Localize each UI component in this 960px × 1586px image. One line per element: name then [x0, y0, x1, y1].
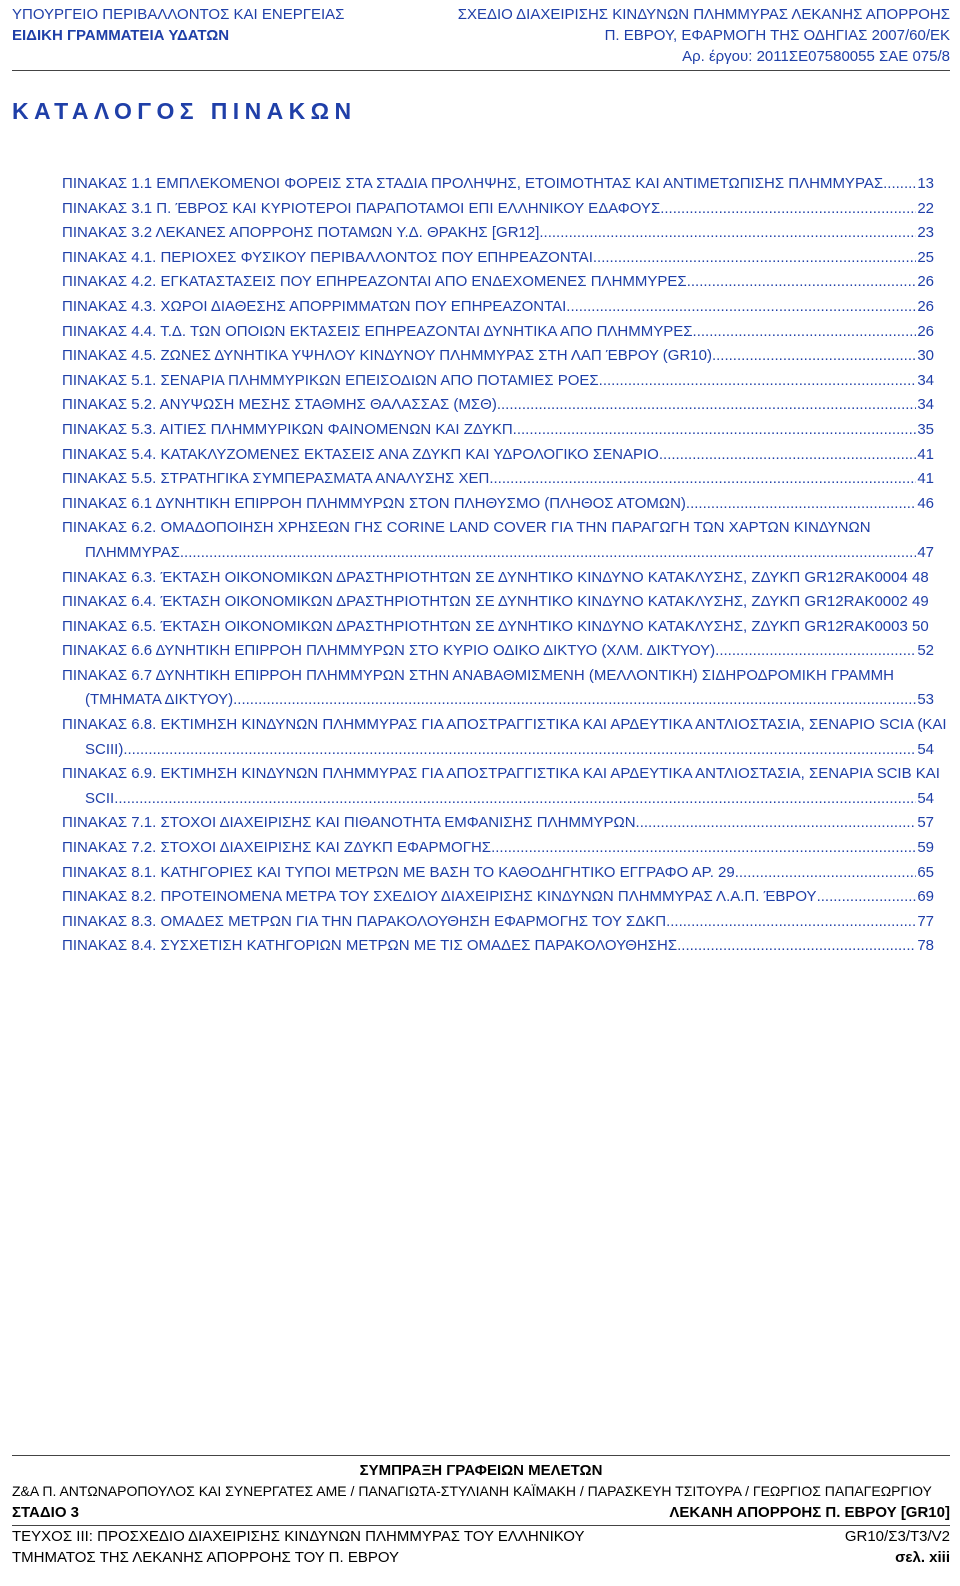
toc-entry-title: ΠΙΝΑΚΑΣ 8.3. ΟΜΑΔΕΣ ΜΕΤΡΩΝ ΓΙΑ ΤΗΝ ΠΑΡΑΚΟΛΟΥΘΗΣΗ ΕΦΑΡΜΟΓΗΣ ΤΟΥ ΣΔΚΠ — [62, 912, 667, 930]
toc-entry-title: ΠΙΝΑΚΑΣ 6.1 ΔΥΝΗΤΙΚΗ ΕΠΙΡΡΟΗ ΠΛΗΜΜΥΡΩΝ ΣΤΟΝ ΠΛΗΘΥΣΜΟ (ΠΛΗΘΟΣ ΑΤΟΜΩΝ) — [62, 494, 686, 512]
toc-entry[interactable] — [62, 467, 934, 492]
toc-entry-title: ΠΙΝΑΚΑΣ 4.3. ΧΩΡΟΙ ΔΙΑΘΕΣΗΣ ΑΠΟΡΡΙΜΜΑΤΩΝ ΠΟΥ ΕΠΗΡΕΑΖΟΝΤΑΙ — [62, 297, 567, 315]
toc-entry[interactable] — [62, 393, 934, 418]
toc-leader — [659, 443, 916, 468]
toc-entry[interactable] — [62, 836, 934, 861]
toc-entry-page: 25 — [917, 248, 934, 266]
toc-entry[interactable] — [62, 492, 934, 517]
toc-entry-title: ΠΙΝΑΚΑΣ 8.2. ΠΡΟΤΕΙΝΟΜΕΝΑ ΜΕΤΡΑ ΤΟΥ ΣΧΕΔΙΟΥ ΔΙΑΧΕΙΡΙΣΗΣ ΚΙΝΔΥΝΩΝ ΠΛΗΜΜΥΡΑΣ Λ.Α.Π. ΈΒΡΟΥ — [62, 888, 817, 906]
toc-leader — [686, 492, 916, 517]
toc-entry-page: 65 — [917, 863, 934, 881]
toc-entry-title: ΠΙΝΑΚΑΣ 6.3. ΈΚΤΑΣΗ ΟΙΚΟΝΟΜΙΚΩΝ ΔΡΑΣΤΗΡΙΟΤΗΤΩΝ ΣΕ ΔΥΝΗΤΙΚΟ ΚΙΝΔΥΝΟ ΚΑΤΑΚΛΥΣΗΣ, ΖΔΥΚΠ GR12RAK0004 48 — [62, 568, 929, 586]
toc-leader — [677, 934, 916, 959]
toc-entry-title: ΠΙΝΑΚΑΣ 4.1. ΠΕΡΙΟΧΕΣ ΦΥΣΙΚΟΥ ΠΕΡΙΒΑΛΛΟΝΤΟΣ ΠΟΥ ΕΠΗΡΕΑΖΟΝΤΑΙ — [62, 248, 593, 266]
toc-entry-title: ΠΙΝΑΚΑΣ 8.4. ΣΥΣΧΕΤΙΣΗ ΚΑΤΗΓΟΡΙΩΝ ΜΕΤΡΩΝ ΜΕ ΤΙΣ ΟΜΑΔΕΣ ΠΑΡΑΚΟΛΟΥΘΗΣΗΣ — [62, 937, 678, 955]
toc-entry-title: ΠΙΝΑΚΑΣ 4.2. ΕΓΚΑΤΑΣΤΑΣΕΙΣ ΠΟΥ ΕΠΗΡΕΑΖΟΝΤΑΙ ΑΠΟ ΕΝΔΕΧΟΜΕΝΕΣ ΠΛΗΜΜΥΡΕΣ — [62, 273, 687, 291]
toc-leader — [566, 295, 916, 320]
toc-entry-title: ΠΙΝΑΚΑΣ 6.7 ΔΥΝΗΤΙΚΗ ΕΠΙΡΡΟΗ ΠΛΗΜΜΥΡΩΝ ΣΤΗΝ ΑΝΑΒΑΘΜΙΣΜΕΝΗ (ΜΕΛΛΟΝΤΙΚΗ) ΣΙΔΗΡΟΔΡΟΜΙΚΗ ΓΡΑΜΜΗ — [62, 666, 894, 684]
toc-entry-title: ΠΙΝΑΚΑΣ 4.4. Τ.Δ. ΤΩΝ ΟΠΟΙΩΝ ΕΚΤΑΣΕΙΣ ΕΠΗΡΕΑΖΟΝΤΑΙ ΔΥΝΗΤΙΚΑ ΑΠΟ ΠΛΗΜΜΥΡΕΣ — [62, 322, 693, 340]
toc-entry[interactable] — [62, 885, 934, 910]
toc-leader — [517, 418, 916, 443]
toc-entry[interactable] — [62, 172, 934, 197]
toc-entry-page: 78 — [917, 937, 934, 955]
toc-leader — [739, 861, 916, 886]
header-project-number: Αρ. έργου: 2011ΣΕ07580055 ΣΑΕ 075/8 — [682, 48, 950, 65]
header-project — [458, 4, 950, 67]
toc-entry[interactable] — [62, 910, 934, 935]
toc-entry-title: ΠΙΝΑΚΑΣ 6.5. ΈΚΤΑΣΗ ΟΙΚΟΝΟΜΙΚΩΝ ΔΡΑΣΤΗΡΙΟΤΗΤΩΝ ΣΕ ΔΥΝΗΤΙΚΟ ΚΙΝΔΥΝΟ ΚΑΤΑΚΛΥΣΗΣ, ΖΔΥΚΠ GR12RAK0003 50 — [62, 617, 929, 635]
toc-entry-page: 22 — [917, 199, 934, 217]
toc-entry-title: ΠΙΝΑΚΑΣ 6.2. ΟΜΑΔΟΠΟΙΗΣΗ ΧΡΗΣΕΩΝ ΓΗΣ CORINE LAND COVER ΓΙΑ ΤΗΝ ΠΑΡΑΓΩΓΗ ΤΩΝ ΧΑΡΤΩΝ ΚΙΝΔΥΝΩΝ — [62, 519, 871, 537]
toc-entry-page: 69 — [917, 888, 934, 906]
toc-leader — [666, 910, 916, 935]
toc-entry[interactable] — [62, 221, 934, 246]
table-of-tables — [62, 172, 947, 959]
header-ministry-name: ΥΠΟΥΡΓΕΙΟ ΠΕΡΙΒΑΛΛΟΝΤΟΣ ΚΑΙ ΕΝΕΡΓΕΙΑΣ — [12, 6, 345, 23]
toc-entry[interactable] — [62, 418, 934, 443]
footer-divider — [12, 1455, 950, 1456]
toc-entry[interactable] — [62, 516, 934, 565]
toc-entry[interactable] — [62, 811, 934, 836]
toc-entry-title-cont: (ΤΜΗΜΑΤΑ ΔΙΚΤΥΟΥ) — [85, 691, 234, 709]
toc-entry-title: ΠΙΝΑΚΑΣ 7.2. ΣΤΟΧΟΙ ΔΙΑΧΕΙΡΙΣΗΣ ΚΑΙ ΖΔΥΚΠ ΕΦΑΡΜΟΓΗΣ. — [62, 839, 496, 857]
toc-entry-page: 54 — [917, 789, 934, 807]
toc-entry[interactable] — [62, 639, 934, 664]
toc-leader — [114, 787, 916, 812]
toc-entry-page: 35 — [917, 420, 934, 438]
toc-leader — [687, 270, 917, 295]
toc-entry-page: 46 — [917, 494, 934, 512]
toc-entry-title: ΠΙΝΑΚΑΣ 5.5. ΣΤΡΑΤΗΓΙΚΑ ΣΥΜΠΕΡΑΣΜΑΤΑ ΑΝΑΛΥΣΗΣ ΧΕΠ — [62, 470, 490, 488]
toc-entry-page: 13 — [917, 175, 934, 192]
toc-entry-title: ΠΙΝΑΚΑΣ 7.1. ΣΤΟΧΟΙ ΔΙΑΧΕΙΡΙΣΗΣ ΚΑΙ ΠΙΘΑΝΟΤΗΤΑ ΕΜΦΑΝΙΣΗΣ ΠΛΗΜΜΥΡΩΝ. — [62, 814, 640, 832]
toc-entry[interactable] — [62, 762, 940, 811]
toc-entry-title: ΠΙΝΑΚΑΣ 5.2. ΑΝΥΨΩΣΗ ΜΕΣΗΣ ΣΤΑΘΜΗΣ ΘΑΛΑΣΣΑΣ (ΜΣΘ) — [62, 396, 497, 414]
header-ministry — [12, 4, 344, 46]
header-secretariat: ΕΙΔΙΚΗ ΓΡΑΜΜΑΤΕΙΑ ΥΔΑΤΩΝ — [12, 27, 230, 44]
footer-stage: ΣΤΑΔΙΟ 3 — [12, 1504, 80, 1521]
toc-entry[interactable] — [62, 934, 934, 959]
toc-leader — [603, 369, 916, 394]
toc-leader — [817, 885, 917, 910]
toc-entry[interactable] — [62, 246, 934, 271]
toc-entry-title: ΠΙΝΑΚΑΣ 6.9. ΕΚΤΙΜΗΣΗ ΚΙΝΔΥΝΩΝ ΠΛΗΜΜΥΡΑΣ ΓΙΑ ΑΠΟΣΤΡΑΓΓΙΣΤΙΚΑ ΚΑΙ ΑΡΔΕΥΤΙΚΑ ΑΝΤΛΙΟΣΤΑΣΙΑ, ΣΕΝΑΡΙΑ SCIB ΚΑΙ — [62, 765, 940, 783]
footer-volume-title: ΤΕΥΧΟΣ III: ΠΡΟΣΧΕΔΙΟ ΔΙΑΧΕΙΡΙΣΗΣ ΚΙΝΔΥΝΩΝ ΠΛΗΜΜΥΡΑΣ ΤΟΥ ΕΛΛΗΝΙΚΟΥ — [12, 1528, 585, 1545]
toc-leader — [123, 738, 916, 763]
toc-leader — [712, 344, 916, 369]
toc-leader — [640, 811, 917, 836]
footer-consortium-title: ΣΥΜΠΡΑΞΗ ΓΡΑΦΕΙΩΝ ΜΕΛΕΤΩΝ — [359, 1462, 603, 1479]
toc-entry-title: ΠΙΝΑΚΑΣ 4.5. ΖΩΝΕΣ ΔΥΝΗΤΙΚΑ ΥΨΗΛΟΥ ΚΙΝΔΥΝΟΥ ΠΛΗΜΜΥΡΑΣ ΣΤΗ ΛΑΠ ΈΒΡΟΥ (GR10) — [62, 347, 712, 365]
page-number: σελ. xiii — [895, 1549, 950, 1566]
toc-entry-page: 26 — [917, 273, 934, 291]
toc-leader — [593, 246, 916, 271]
toc-entry-title: ΠΙΝΑΚΑΣ 5.4. ΚΑΤΑΚΛΥΖΟΜΕΝΕΣ ΕΚΤΑΣΕΙΣ ΑΝΑ ΖΔΥΚΠ ΚΑΙ ΥΔΡΟΛΟΓΙΚΟ ΣΕΝΑΡΙΟ — [62, 445, 659, 463]
toc-entry[interactable] — [62, 664, 934, 713]
footer-volume — [12, 1526, 950, 1568]
header-project-title: ΣΧΕΔΙΟ ΔΙΑΧΕΙΡΙΣΗΣ ΚΙΝΔΥΝΩΝ ΠΛΗΜΜΥΡΑΣ ΛΕΚΑΝΗΣ ΑΠΟΡΡΟΗΣ — [457, 6, 950, 23]
toc-leader — [489, 467, 916, 492]
toc-entry[interactable] — [62, 713, 947, 762]
toc-entry-title: ΠΙΝΑΚΑΣ 3.1 Π. ΈΒΡΟΣ ΚΑΙ ΚΥΡΙΟΤΕΡΟΙ ΠΑΡΑΠΟΤΑΜΟΙ ΕΠΙ ΕΛΛΗΝΙΚΟΥ ΕΔΑΦΟΥΣ — [62, 199, 661, 217]
toc-entry-page: 77 — [917, 912, 934, 930]
footer-volume-title-cont: ΤΜΗΜΑΤΟΣ ΤΗΣ ΛΕΚΑΝΗΣ ΑΠΟΡΡΟΗΣ ΤΟΥ Π. ΕΒΡΟΥ — [12, 1549, 400, 1566]
toc-entry[interactable] — [62, 615, 934, 640]
toc-entry-page: 26 — [917, 297, 934, 315]
toc-leader — [497, 393, 916, 418]
toc-entry-title: ΠΙΝΑΚΑΣ 3.2 ΛΕΚΑΝΕΣ ΑΠΟΡΡΟΗΣ ΠΟΤΑΜΩΝ Υ.Δ. ΘΡΑΚΗΣ [GR12] — [62, 224, 540, 242]
toc-entry[interactable] — [62, 320, 934, 345]
header-divider — [12, 70, 950, 71]
toc-entry-page: 41 — [917, 470, 934, 488]
toc-entry-title-cont: SCIII) — [85, 740, 124, 758]
toc-leader — [715, 639, 916, 664]
toc-entry-title-cont: SCII — [85, 789, 115, 807]
toc-entry-page: 53 — [917, 691, 934, 709]
toc-entry-page: 47 — [917, 543, 934, 561]
toc-leader — [495, 836, 916, 861]
toc-entry[interactable] — [62, 861, 934, 886]
toc-entry[interactable] — [62, 566, 934, 591]
toc-entry-title: ΠΙΝΑΚΑΣ 6.6 ΔΥΝΗΤΙΚΗ ΕΠΙΡΡΟΗ ΠΛΗΜΜΥΡΩΝ ΣΤΟ ΚΥΡΙΟ ΟΔΙΚΟ ΔΙΚΤΥΟ (ΧΛΜ. ΔΙΚΤΥΟΥ) — [62, 642, 716, 660]
toc-entry[interactable] — [62, 443, 934, 468]
toc-entry-page: 41 — [917, 445, 934, 463]
header-project-subtitle: Π. ΕΒΡΟΥ, ΕΦΑΡΜΟΓΗ ΤΗΣ ΟΔΗΓΙΑΣ 2007/60/ΕΚ — [604, 27, 950, 44]
toc-leader — [660, 197, 916, 222]
footer-basin: ΛΕΚΑΝΗ ΑΠΟΡΡΟΗΣ Π. ΕΒΡΟΥ [GR10] — [669, 1504, 950, 1521]
toc-entry-title: ΠΙΝΑΚΑΣ 6.4. ΈΚΤΑΣΗ ΟΙΚΟΝΟΜΙΚΩΝ ΔΡΑΣΤΗΡΙΟΤΗΤΩΝ ΣΕ ΔΥΝΗΤΙΚΟ ΚΙΝΔΥΝΟ ΚΑΤΑΚΛΥΣΗΣ, ΖΔΥΚΠ GR12RAK0002 49 — [62, 593, 929, 611]
toc-entry-page: 23 — [917, 224, 934, 242]
toc-entry[interactable] — [62, 295, 934, 320]
toc-leader — [233, 688, 916, 713]
toc-entry-title: ΠΙΝΑΚΑΣ 8.1. ΚΑΤΗΓΟΡΙΕΣ ΚΑΙ ΤΥΠΟΙ ΜΕΤΡΩΝ ΜΕ ΒΑΣΗ ΤΟ ΚΑΘΟΔΗΓΗΤΙΚΟ ΕΓΓΡΑΦΟ ΑΡ. 29. — [62, 863, 739, 881]
toc-entry[interactable] — [62, 270, 934, 295]
toc-entry-page: 26 — [917, 322, 934, 340]
toc-entry-title: ΠΙΝΑΚΑΣ 1.1 ΕΜΠΛΕΚΟΜΕΝΟΙ ΦΟΡΕΙΣ ΣΤΑ ΣΤΑΔΙΑ ΠΡΟΛΗΨΗΣ, ΕΤΟΙΜΟΤΗΤΑΣ ΚΑΙ ΑΝΤΙΜΕΤΩΠΙΣΗΣ ΠΛΗΜΜΥΡΑΣ — [62, 175, 884, 192]
page-footer — [12, 1460, 950, 1523]
toc-entry-page: 34 — [917, 396, 934, 414]
toc-leader — [180, 541, 916, 566]
toc-entry[interactable] — [62, 369, 934, 394]
toc-entry[interactable] — [62, 344, 934, 369]
toc-entry-page: 30 — [917, 347, 934, 365]
toc-entry-page: 57 — [917, 814, 934, 832]
toc-entry-page: 59 — [917, 839, 934, 857]
footer-authors: Ζ&Α Π. ΑΝΤΩΝΑΡΟΠΟΥΛΟΣ ΚΑΙ ΣΥΝΕΡΓΑΤΕΣ ΑΜΕ / ΠΑΝΑΓΙΩΤΑ-ΣΤΥΛΙΑΝΗ ΚΑΪΜΑΚΗ / ΠΑΡΑΣΚΕΥΗ ΤΣΙΤΟΥΡΑ / ΓΕΩΡΓΙΟΣ ΠΑΠΑΓΕΩΡΓΙΟΥ — [12, 1483, 932, 1499]
page-title: ΚΑΤΑΛΟΓΟΣ ΠΙΝΑΚΩΝ — [12, 98, 357, 124]
toc-entry[interactable] — [62, 197, 934, 222]
toc-entry-page: 54 — [917, 740, 934, 758]
toc-leader — [693, 320, 917, 345]
toc-entry-title: ΠΙΝΑΚΑΣ 6.8. ΕΚΤΙΜΗΣΗ ΚΙΝΔΥΝΩΝ ΠΛΗΜΜΥΡΑΣ ΓΙΑ ΑΠΟΣΤΡΑΓΓΙΣΤΙΚΑ ΚΑΙ ΑΡΔΕΥΤΙΚΑ ΑΝΤΛΙΟΣΤΑΣΙΑ, ΣΕΝΑΡΙΟ SCIA (ΚΑΙ — [62, 716, 947, 734]
toc-leader — [883, 172, 916, 197]
toc-entry-title: ΠΙΝΑΚΑΣ 5.3. ΑΙΤΙΕΣ ΠΛΗΜΜΥΡΙΚΩΝ ΦΑΙΝΟΜΕΝΩΝ ΚΑΙ ΖΔΥΚΠ. — [62, 420, 517, 438]
toc-entry[interactable] — [62, 590, 934, 615]
toc-entry-title: ΠΙΝΑΚΑΣ 5.1. ΣΕΝΑΡΙΑ ΠΛΗΜΜΥΡΙΚΩΝ ΕΠΕΙΣΟΔΙΩΝ ΑΠΟ ΠΟΤΑΜΙΕΣ ΡΟΕΣ. — [62, 371, 603, 389]
toc-entry-title-cont: ΠΛΗΜΜΥΡΑΣ — [85, 543, 180, 561]
footer-doc-code: GR10/Σ3/Τ3/V2 — [844, 1528, 950, 1545]
toc-entry-page: 34 — [917, 371, 934, 389]
toc-entry-page: 52 — [917, 642, 934, 660]
toc-leader — [539, 221, 916, 246]
